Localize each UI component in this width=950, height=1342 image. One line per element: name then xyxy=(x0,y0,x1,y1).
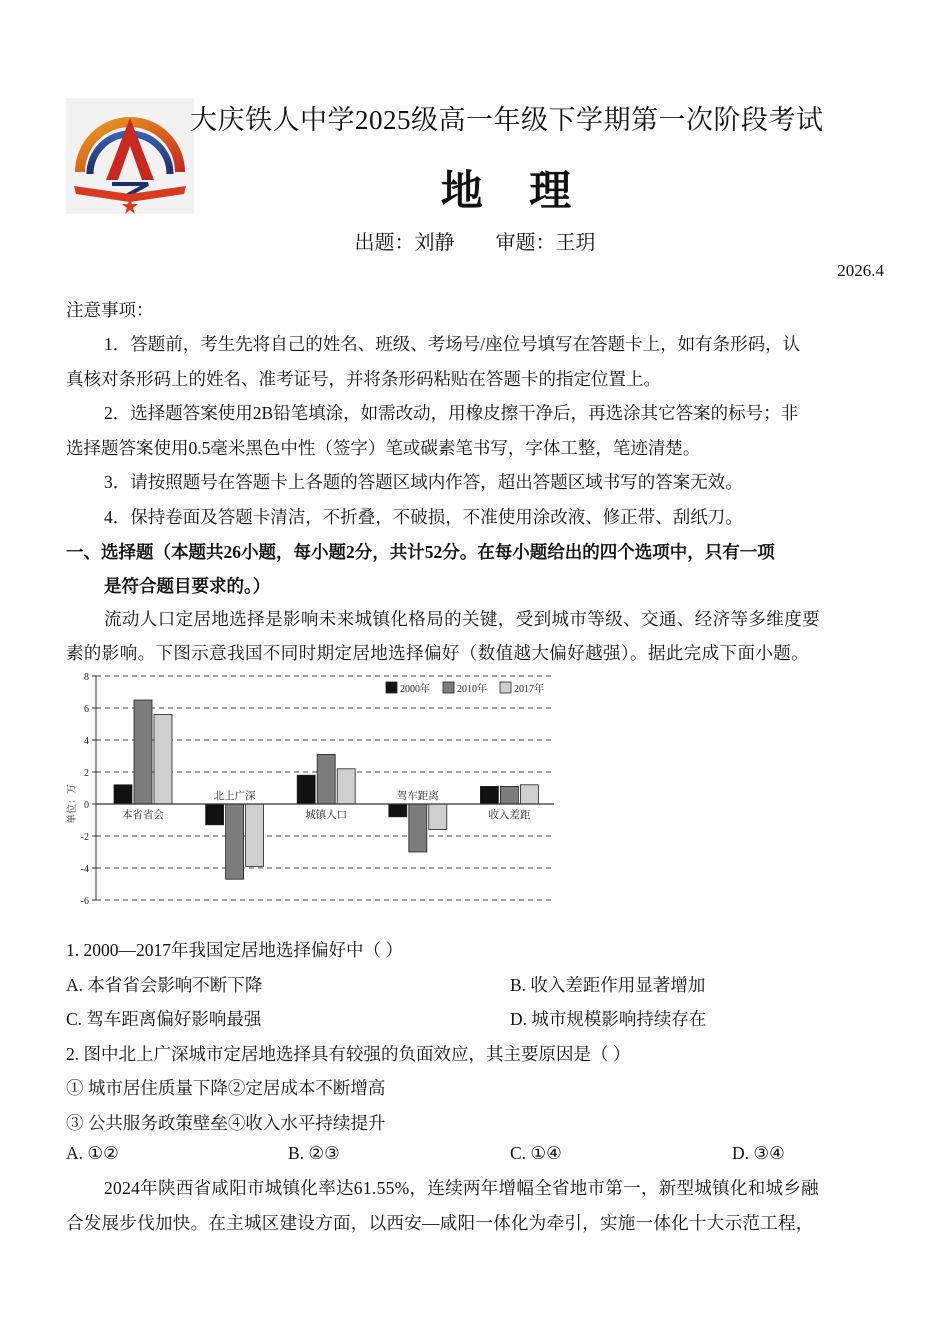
legend-swatch xyxy=(443,682,454,693)
bar-1-3 xyxy=(297,775,315,804)
category-label: 城镇人口 xyxy=(305,809,348,821)
question-2-statements-1: ① 城市居住质量下降②定居成本不断增高 xyxy=(66,1078,386,1098)
bar-3-1 xyxy=(154,714,172,804)
bar-3-4 xyxy=(429,804,447,830)
legend-swatch xyxy=(500,682,511,693)
question-1-option-c[interactable]: C. 驾车距离偏好影响最强 xyxy=(66,1009,262,1029)
question-2-option-d[interactable]: D. ③④ xyxy=(732,1143,785,1163)
section-heading-line-1: 一、选择题（本题共26小题，每小题2分，共计52分。在每小题给出的四个选项中，只有一项 xyxy=(66,542,775,562)
question-2-option-c[interactable]: C. ①④ xyxy=(510,1143,562,1163)
question-2-stem: 2. 图中北上广深城市定居地选择具有较强的负面效应，其主要原因是（ ） xyxy=(66,1044,631,1064)
reviewer: 审题：王玥 xyxy=(495,232,596,254)
legend-label: 2017年 xyxy=(514,684,544,695)
notice-heading: 注意事项： xyxy=(66,300,154,320)
legend-label: 2000年 xyxy=(400,684,430,695)
bar-3-2 xyxy=(246,804,264,866)
notice-item-4: 4．保持卷面及答题卡清洁，不折叠，不破损，不准使用涂改液、修正带、刮纸刀。 xyxy=(104,507,743,527)
y-tick-label: -6 xyxy=(80,896,89,907)
passage-1-line-1: 流动人口定居地选择是影响未来城镇化格局的关键，受到城市等级、交通、经济等多维度要 xyxy=(104,609,820,629)
y-tick-label: 8 xyxy=(84,672,89,683)
notice-item-2-line-2: 选择题答案使用0.5毫米黑色中性（签字）笔或碳素笔书写，字体工整，笔迹清楚。 xyxy=(66,438,701,458)
author: 出题：刘静 xyxy=(354,232,455,254)
author-line xyxy=(0,226,950,255)
question-1-option-a[interactable]: A. 本省省会影响不断下降 xyxy=(66,975,263,995)
question-2-statements-2: ③ 公共服务政策壁垒④收入水平持续提升 xyxy=(66,1113,386,1133)
legend-label: 2010年 xyxy=(457,684,487,695)
bar-1-5 xyxy=(480,786,498,804)
bar-1-1 xyxy=(114,785,132,804)
legend-swatch xyxy=(386,682,397,693)
question-1-option-b[interactable]: B. 收入差距作用显著增加 xyxy=(510,975,706,995)
settlement-preference-chart xyxy=(66,666,560,912)
bar-1-2 xyxy=(206,804,224,825)
question-2-option-a[interactable]: A. ①② xyxy=(66,1143,119,1163)
category-label: 本省省会 xyxy=(122,809,164,821)
subject-title: 地 理 xyxy=(440,169,590,215)
passage-1-line-2: 素的影响。下图示意我国不同时期定居地选择偏好（数值越大偏好越强）。据此完成下面小题。 xyxy=(66,643,810,663)
question-1-option-d[interactable]: D. 城市规模影响持续存在 xyxy=(510,1009,707,1029)
y-tick-label: 2 xyxy=(84,768,89,779)
passage-2-line-2: 合发展步伐加快。在主城区建设方面，以西安—咸阳一体化为牵引，实施一体化十大示范工程， xyxy=(66,1213,814,1233)
y-tick-label: -2 xyxy=(80,832,89,843)
category-label: 驾车距离 xyxy=(396,790,439,802)
bar-2-4 xyxy=(409,804,427,852)
y-tick-label: -4 xyxy=(80,864,89,875)
bar-3-5 xyxy=(520,785,538,804)
bar-1-4 xyxy=(389,804,407,817)
passage-2-line-1: 2024年陕西省咸阳市城镇化率达61.55%，连续两年增幅全省地市第一，新型城镇化和城乡融 xyxy=(104,1178,819,1198)
notice-item-3: 3．请按照题号在答题卡上各题的答题区域内作答，超出答题区域书写的答案无效。 xyxy=(104,472,743,492)
question-1-stem: 1. 2000—2017年我国定居地选择偏好中（ ） xyxy=(66,940,403,960)
category-label: 收入差距 xyxy=(488,809,531,821)
chart-svg xyxy=(66,666,560,912)
y-tick-label: 4 xyxy=(84,736,89,747)
bar-2-2 xyxy=(226,804,244,879)
y-tick-label: 6 xyxy=(84,704,89,715)
notice-item-1-line-2: 真核对条形码上的姓名、准考证号，并将条形码粘贴在答题卡的指定位置上。 xyxy=(66,369,661,389)
bar-2-5 xyxy=(500,786,518,804)
notice-item-1-line-1: 1．答题前，考生先将自己的姓名、班级、考场号/座位号填写在答题卡上，如有条形码，认 xyxy=(104,334,801,354)
section-heading-line-2: 是符合题目要求的。） xyxy=(104,576,271,596)
y-axis-label: 单位：万 xyxy=(67,784,78,824)
school-exam-title: 大庆铁人中学2025级高一年级下学期第一次阶段考试 xyxy=(190,105,824,135)
bar-2-1 xyxy=(134,700,152,804)
bar-3-3 xyxy=(337,769,355,804)
bar-2-3 xyxy=(317,754,335,804)
notice-item-2-line-1: 2．选择题答案使用2B铅笔填涂，如需改动，用橡皮擦干净后，再选涂其它答案的标号；非 xyxy=(104,403,799,423)
exam-date: 2026.4 xyxy=(837,261,884,280)
category-label: 北上广深 xyxy=(213,790,256,802)
y-tick-label: 0 xyxy=(84,800,89,811)
question-2-option-b[interactable]: B. ②③ xyxy=(288,1143,340,1163)
